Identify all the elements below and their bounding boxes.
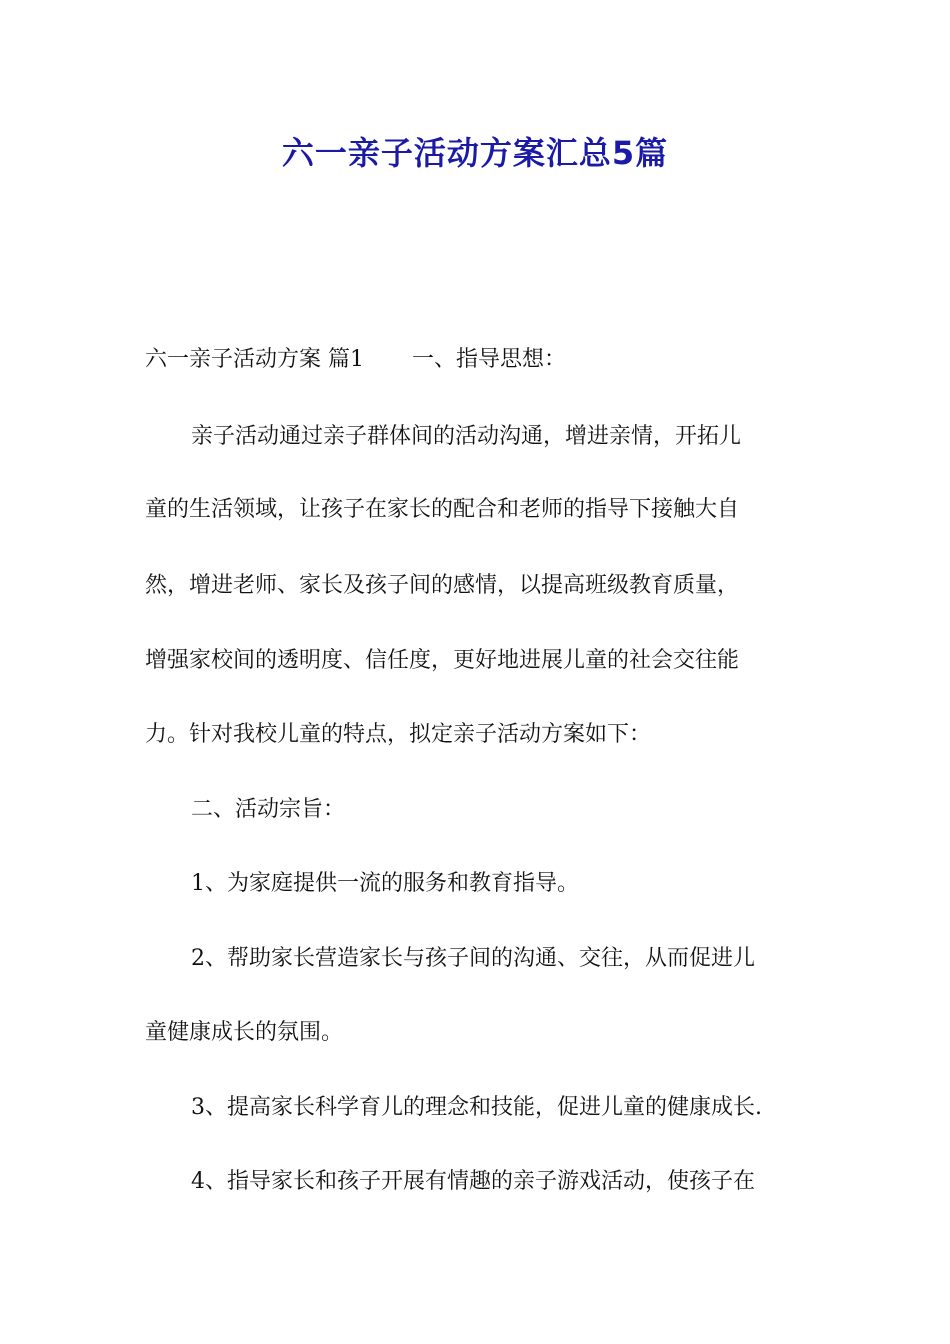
list-item: 3、提高家长科学育儿的理念和技能，促进儿童的健康成长. (191, 1095, 762, 1120)
paragraph-line: 然，增进老师、家长及孩子间的感情，以提高班级教育质量， (145, 573, 740, 598)
list-item: 1、为家庭提供一流的服务和教育指导。 (191, 871, 579, 896)
list-item: 2、帮助家长营造家长与孩子间的沟通、交往，从而促进儿 (191, 946, 755, 971)
section-heading: 六一亲子活动方案 篇1 (145, 347, 364, 372)
subheading: 一、指导思想： (412, 347, 567, 372)
section-heading-line (145, 340, 810, 380)
paragraph-line: 增强家校间的透明度、信任度，更好地进展儿童的社会交往能 (145, 648, 740, 673)
paragraph-line: 亲子活动通过亲子群体间的活动沟通，增进亲情，开拓儿 (191, 424, 742, 449)
subheading: 二、活动宗旨： (191, 797, 346, 822)
list-item-continuation: 童健康成长的氛围。 (145, 1020, 344, 1045)
paragraph-line: 童的生活领域，让孩子在家长的配合和老师的指导下接触大自 (145, 497, 740, 522)
list-item: 4、指导家长和孩子开展有情趣的亲子游戏活动，使孩子在 (191, 1169, 755, 1194)
paragraph-line: 力。针对我校儿童的特点，拟定亲子活动方案如下： (145, 722, 652, 747)
document-title: 六一亲子活动方案汇总5篇 (281, 134, 669, 172)
